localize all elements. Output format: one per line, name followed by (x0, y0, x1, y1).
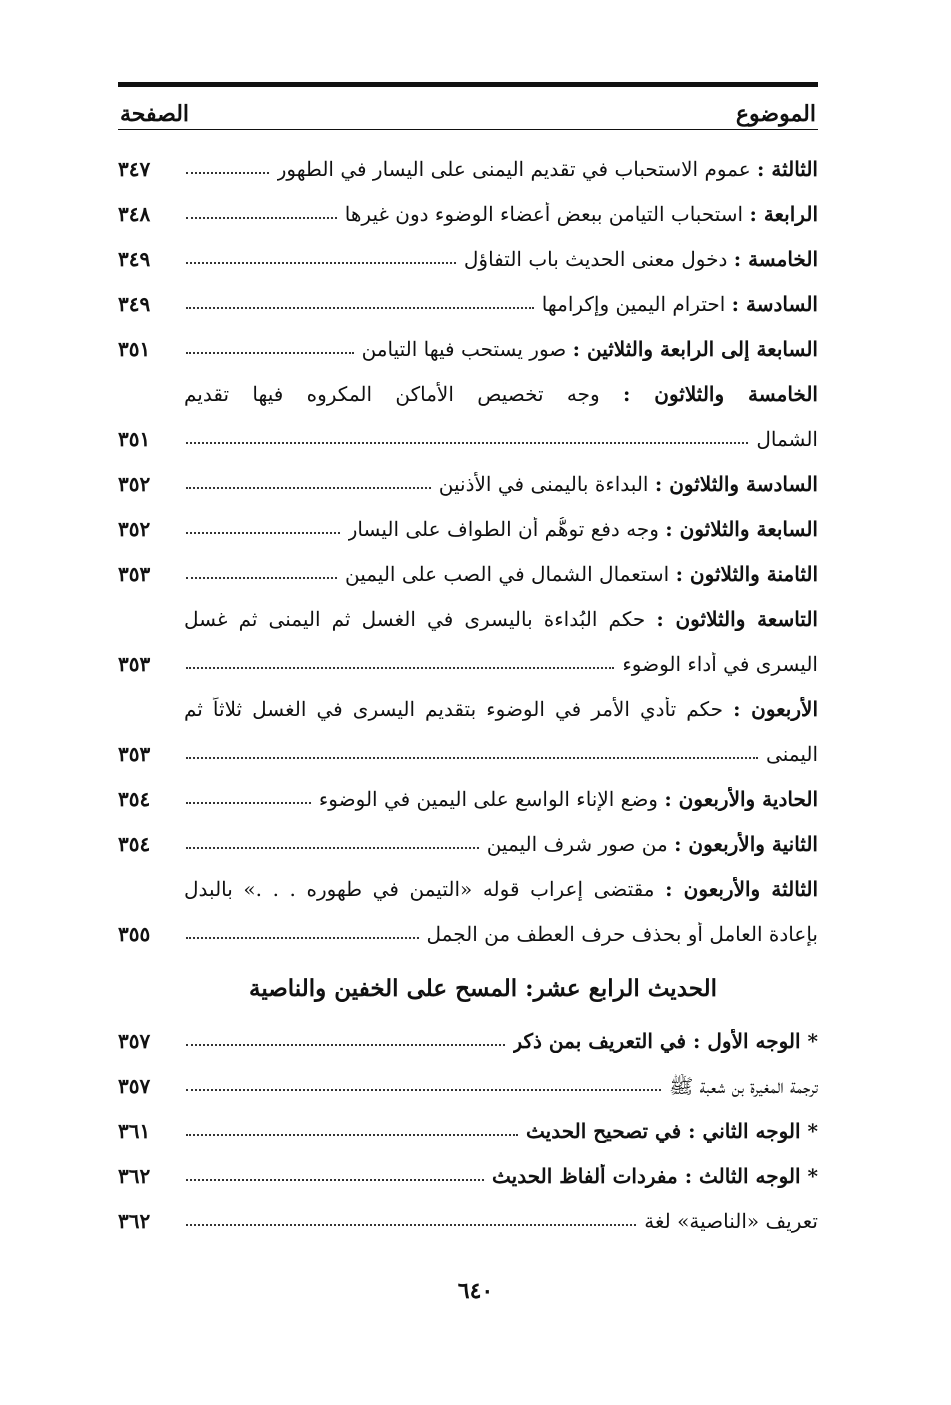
toc-entry-text: احترام اليمين وإكرامها (541, 292, 732, 316)
dot-leader (186, 757, 758, 759)
toc-entry-page: ٣٤٩ (118, 292, 151, 316)
toc-entry-page: ٣٥٣ (118, 562, 151, 586)
page-column-label: الصفحة (120, 101, 190, 127)
toc-header (118, 87, 818, 130)
toc-entry (118, 631, 818, 676)
toc-entry (118, 451, 818, 496)
toc-entry-page: ٣٦١ (118, 1119, 151, 1143)
toc-entry-lead: الثالثة والأربعون : (665, 877, 818, 901)
toc-entry-page: ٣٤٩ (118, 247, 151, 271)
dot-leader (186, 307, 534, 309)
toc-entry-title (766, 742, 818, 766)
dot-leader (186, 577, 337, 579)
dot-leader (186, 217, 337, 219)
toc-entry-lead: الثالثة : (757, 157, 818, 181)
toc-entry-page: ٣٥٣ (118, 742, 151, 766)
toc-entry (118, 406, 818, 451)
toc-entry-page: ٣٥٤ (118, 832, 151, 856)
toc-entry (118, 766, 818, 811)
toc-entry-title (542, 292, 818, 316)
toc-entry-text: مفردات ألفاظ الحديث (492, 1164, 685, 1188)
dot-leader (186, 352, 354, 354)
page-number: ٦٤٠ (457, 1278, 494, 1304)
toc-entry (118, 811, 818, 856)
toc-entry-text: حكم تأدي الأمر في الوضوء بتقديم اليسرى في الغسل ثلاثاً ثم (184, 697, 734, 721)
toc-entry-lead: * الوجه الثاني : (688, 1119, 818, 1143)
toc-entry-lead: الرابعة : (749, 202, 818, 226)
toc-entry-lead: الأربعون : (733, 697, 818, 721)
toc-entry-page: ٣٥٧ (118, 1029, 151, 1053)
toc-entry-page: ٣٥٣ (118, 652, 151, 676)
toc-entry-lead: الثامنة والثلاثون : (675, 562, 818, 586)
dot-leader (186, 1179, 484, 1181)
toc-entry-title (184, 607, 818, 631)
toc-entry (118, 1188, 818, 1233)
toc-entry-text: من صور شرف اليمين (486, 832, 675, 856)
toc-entry-lead: الثانية والأربعون : (674, 832, 818, 856)
toc-entry-title (348, 517, 818, 541)
toc-entry-lead: السادسة : (731, 292, 818, 316)
toc-entry (118, 226, 818, 271)
toc-entry-page: ٣٥٧ (118, 1074, 151, 1098)
toc-entry (118, 361, 818, 406)
toc-entry (118, 901, 818, 946)
toc-list (118, 136, 818, 1233)
dot-leader (186, 442, 748, 444)
toc-entry (118, 1008, 818, 1053)
toc-entry-lead: السابعة والثلاثون : (665, 517, 818, 541)
dot-leader (186, 1089, 661, 1091)
toc-entry-lead: الخامسة : (733, 247, 818, 271)
toc-entry-text: استعمال الشمال في الصب على اليمين (344, 562, 676, 586)
toc-entry-page: ٣٦٢ (118, 1209, 151, 1233)
dot-leader (186, 262, 456, 264)
dot-leader (186, 802, 311, 804)
toc-entry-lead: التاسعة والثلاثون : (656, 607, 818, 631)
toc-entry-text: استحباب التيامن ببعض أعضاء الوضوء دون غيرها (344, 202, 750, 226)
dot-leader (186, 172, 269, 174)
toc-entry-title (184, 382, 818, 406)
toc-page (118, 82, 818, 1233)
dot-leader (186, 667, 614, 669)
toc-entry-title (622, 652, 818, 676)
dot-leader (186, 847, 479, 849)
toc-entry-text: بإعادة العامل أو بحذف حرف العطف من الجمل (426, 922, 818, 946)
toc-entry (118, 181, 818, 226)
toc-entry-text: تعريف «الناصية» لغة (644, 1209, 818, 1233)
toc-entry-text: حكم البُداءة باليسرى في الغسل ثم اليمنى ثم غسل (184, 607, 657, 631)
dot-leader (186, 532, 340, 534)
toc-entry-page: ٣٤٨ (118, 202, 151, 226)
toc-entry-title (526, 1119, 818, 1143)
toc-entry-text: البداءة باليمنى في الأذنين (438, 472, 655, 496)
toc-entry-title (669, 1074, 818, 1098)
dot-leader (186, 487, 431, 489)
toc-entry (118, 496, 818, 541)
toc-entry (118, 541, 818, 586)
toc-entry-title (345, 562, 818, 586)
toc-entry-lead: * الوجه الأول : (693, 1029, 818, 1053)
toc-entry-title (492, 1164, 818, 1188)
toc-entry-text: وجه دفع توهُّم أن الطواف على اليسار (347, 517, 666, 541)
toc-entry-title (513, 1029, 819, 1053)
toc-entry (118, 1053, 818, 1098)
toc-entry-text: دخول معنى الحديث باب التفاؤل (463, 247, 734, 271)
toc-entry-lead: السادسة والثلاثون : (654, 472, 818, 496)
toc-entry (118, 1098, 818, 1143)
toc-entry (118, 586, 818, 631)
toc-entry-text: في التعريف بمن ذكر (512, 1029, 694, 1053)
toc-entry-page: ٣٥١ (118, 337, 151, 361)
toc-entry-title (756, 427, 818, 451)
toc-entry (118, 271, 818, 316)
toc-entry-title (345, 202, 818, 226)
toc-entry-page: ٣٥٤ (118, 787, 151, 811)
toc-entry-title (319, 787, 818, 811)
toc-entry-title (184, 877, 818, 901)
toc-entry-lead: الخامسة والثلاثون : (622, 382, 818, 406)
toc-entry-page: ٣٤٧ (118, 157, 151, 181)
toc-entry-lead: الحادية والأربعون : (664, 787, 818, 811)
toc-entry-text: الشمال (756, 427, 818, 451)
toc-entry-page: ٣٥٢ (118, 517, 151, 541)
topic-column-label: الموضوع (735, 101, 816, 127)
toc-entry-text: عموم الاستحباب في تقديم اليمنى على اليسار في الطهور (276, 157, 758, 181)
toc-entry-page: ٣٥٢ (118, 472, 151, 496)
toc-entry-text: اليسرى في أداء الوضوء (622, 652, 818, 676)
toc-entry-text: وجه تخصيص الأماكن المكروه فيها تقديم (184, 382, 623, 406)
toc-entry-page: ٣٥١ (118, 427, 151, 451)
toc-entry-lead: * الوجه الثالث : (684, 1164, 818, 1188)
toc-entry-text: اليمنى (766, 742, 818, 766)
toc-entry-text: مقتضى إعراب قوله «التيمن في طهوره . . .» بالبدل (184, 877, 666, 901)
dot-leader (186, 1044, 505, 1046)
toc-entry (118, 721, 818, 766)
toc-entry-text: ترجمة المغيرة بن شعبة ﷺ (669, 1074, 818, 1098)
toc-entry-text: في تصحيح الحديث (526, 1119, 689, 1143)
toc-entry-title (439, 472, 818, 496)
toc-entry-lead: السابعة إلى الرابعة والثلاثين : (572, 337, 818, 361)
toc-entry-title (487, 832, 818, 856)
toc-entry (118, 136, 818, 181)
toc-entry-page: ٣٥٥ (118, 922, 151, 946)
toc-entry-title (427, 922, 819, 946)
dot-leader (186, 937, 419, 939)
toc-entry-title (644, 1209, 818, 1233)
toc-entry-title (277, 157, 818, 181)
dot-leader (186, 1134, 518, 1136)
toc-entry (118, 856, 818, 901)
toc-entry-text: صور يستحب فيها التيامن (361, 337, 573, 361)
toc-entry-title (362, 337, 818, 361)
section-heading: الحديث الرابع عشر: المسح على الخفين والناصية (248, 975, 718, 1002)
toc-entry (118, 676, 818, 721)
toc-entry-title (464, 247, 818, 271)
toc-entry-title (184, 697, 818, 721)
toc-entry-text: وضع الإناء الواسع على اليمين في الوضوء (318, 787, 665, 811)
toc-entry (118, 316, 818, 361)
toc-entry (118, 1143, 818, 1188)
dot-leader (186, 1224, 636, 1226)
toc-entry-page: ٣٦٢ (118, 1164, 151, 1188)
